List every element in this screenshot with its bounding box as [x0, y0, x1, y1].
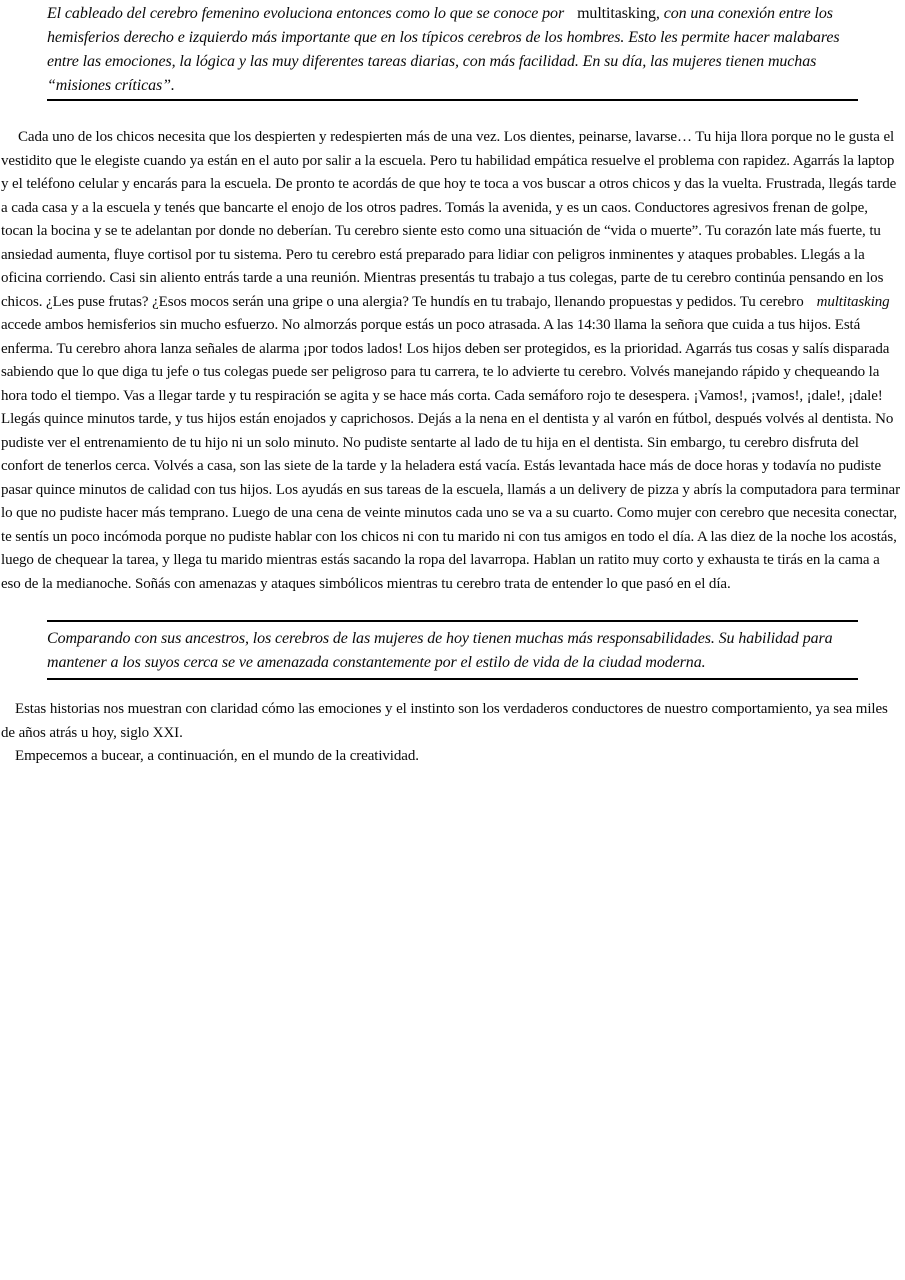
- horizontal-rule-below-bottom-quote: [47, 678, 858, 680]
- closing-paragraphs: [1, 698, 903, 769]
- horizontal-rule-under-top-quote: [47, 99, 858, 101]
- blockquote-top-text-before: El cableado del cerebro femenino evoluciona entonces como lo que se conoce por: [47, 5, 565, 22]
- main-paragraph-italic-word: multitasking: [816, 293, 890, 310]
- main-paragraph-text-after: accede ambos hemisferios sin mucho esfuerzo. No almorzás porque estás un poco atrasada. A las 14:30 llama la señora que cuida a tus hijos. Está enferma. Tu cerebro ahora lanza señales de alarma ¡por todos lados! Los hijos deben ser protegidos, es la prioridad. Agarrás tus cosas y salís disparada sabiendo que lo que diga tu jefe o tus colegas puede ser peligroso para tu carrera, te lo advierte tu cerebro. Volvés manejando rápido y chequeando la hora todo el tiempo. Vas a llegar tarde y tu respiración se agita y se hace más corta. Cada semáforo rojo te desespera. ¡Vamos!, ¡vamos!, ¡dale!, ¡dale! Llegás quince minutos tarde, y tus hijos están enojados y caprichosos. Dejás a la nena en el dentista y al varón en fútbol, después volvés al dentista. No pudiste ver el entrenamiento de tu hijo ni un solo minuto. No pudiste sentarte al lado de tu hija en el dentista. Sin embargo, tu cerebro disfruta del confort de tenerlos cerca. Volvés a casa, son las siete de la tarde y la heladera está vacía. Estás levantada hace más de doce horas y todavía no pudiste pasar quince minutos de calidad con tus hijos. Los ayudás en sus tareas de la escuela, llamás a un delivery de pizza y abrís la computadora para terminar lo que no pudiste hacer más temprano. Luego de una cena de veinte minutos cada uno se va a su cuarto. Como mujer con cerebro que necesita conectar, te sentís un poco incómoda porque no pudiste hablar con los chicos ni con tu marido ni con tus amigos en todo el día. A las diez de la noche los acostás, luego de chequear la tarea, y llega tu marido mientras estás sacando la ropa del lavarropa. Hablan un ratito muy corto y exhausta te tirás en la cama a eso de la medianoche. Soñás con amenazas y ataques simbólicos mientras tu cerebro trata de entender lo que pasó en el día.: [1, 317, 900, 592]
- blockquote-top: [47, 0, 858, 99]
- blockquote-top-roman-word: multitasking: [577, 5, 656, 22]
- main-paragraph-text-before: Cada uno de los chicos necesita que los despierten y redespierten más de una vez. Los dientes, peinarse, lavarse… Tu hija llora porque no le gusta el vestidito que le elegiste cuando ya están en el auto por salir a la escuela. Pero tu habilidad empática resuelve el problema con rapidez. Agarrás la laptop y el teléfono celular y encarás para la escuela. De pronto te acordás de que hoy te toca a vos buscar a otros chicos y das la vuelta. Frustrada, llegás tarde a cada casa y a la escuela y tenés que bancarte el enojo de los otros padres. Tomás la avenida, y es un caos. Conductores agresivos frenan de golpe, tocan la bocina y se te adelantan por donde no deberían. Tu cerebro siente esto como una situación de “vida o muerte”. Tu corazón late más fuerte, tu ansiedad aumenta, fluye cortisol por tu sistema. Pero tu cerebro está preparado para lidiar con peligros inminentes y ataques probables. Llegás a la oficina corriendo. Casi sin aliento entrás tarde a una reunión. Mientras presentás tu trabajo a tus colegas, parte de tu cerebro continúa pensando en los chicos. ¿Les puse frutas? ¿Esos mocos serán una gripe o una alergia? Te hundís en tu trabajo, llenando propuestas y pedidos. Tu cerebro: [1, 129, 897, 310]
- blockquote-top-text-after: , con una conexión entre los hemisferios derecho e izquierdo más importante que en los típicos cerebros de los hombres. Esto les permite hacer malabares entre las emociones, la lógica y las muy diferentes tareas diarias, con más facilidad. En su día, las mujeres tienen muchas “misiones críticas”.: [47, 5, 840, 94]
- blockquote-bottom: [47, 622, 858, 678]
- main-body-paragraph: [1, 126, 903, 596]
- blockquote-bottom-text: Comparando con sus ancestros, los cerebros de las mujeres de hoy tienen muchas más responsabilidades. Su habilidad para mantener a los suyos cerca se ve amenazada constantemente por el estilo de vida de la ciudad moderna.: [47, 630, 833, 671]
- transition-paragraph: Empecemos a bucear, a continuación, en el mundo de la creatividad.: [15, 748, 419, 764]
- conclusion-paragraph: Estas historias nos muestran con claridad cómo las emociones y el instinto son los verdaderos conductores de nuestro comportamiento, ya sea miles de años atrás u hoy, siglo XXI.: [1, 701, 888, 741]
